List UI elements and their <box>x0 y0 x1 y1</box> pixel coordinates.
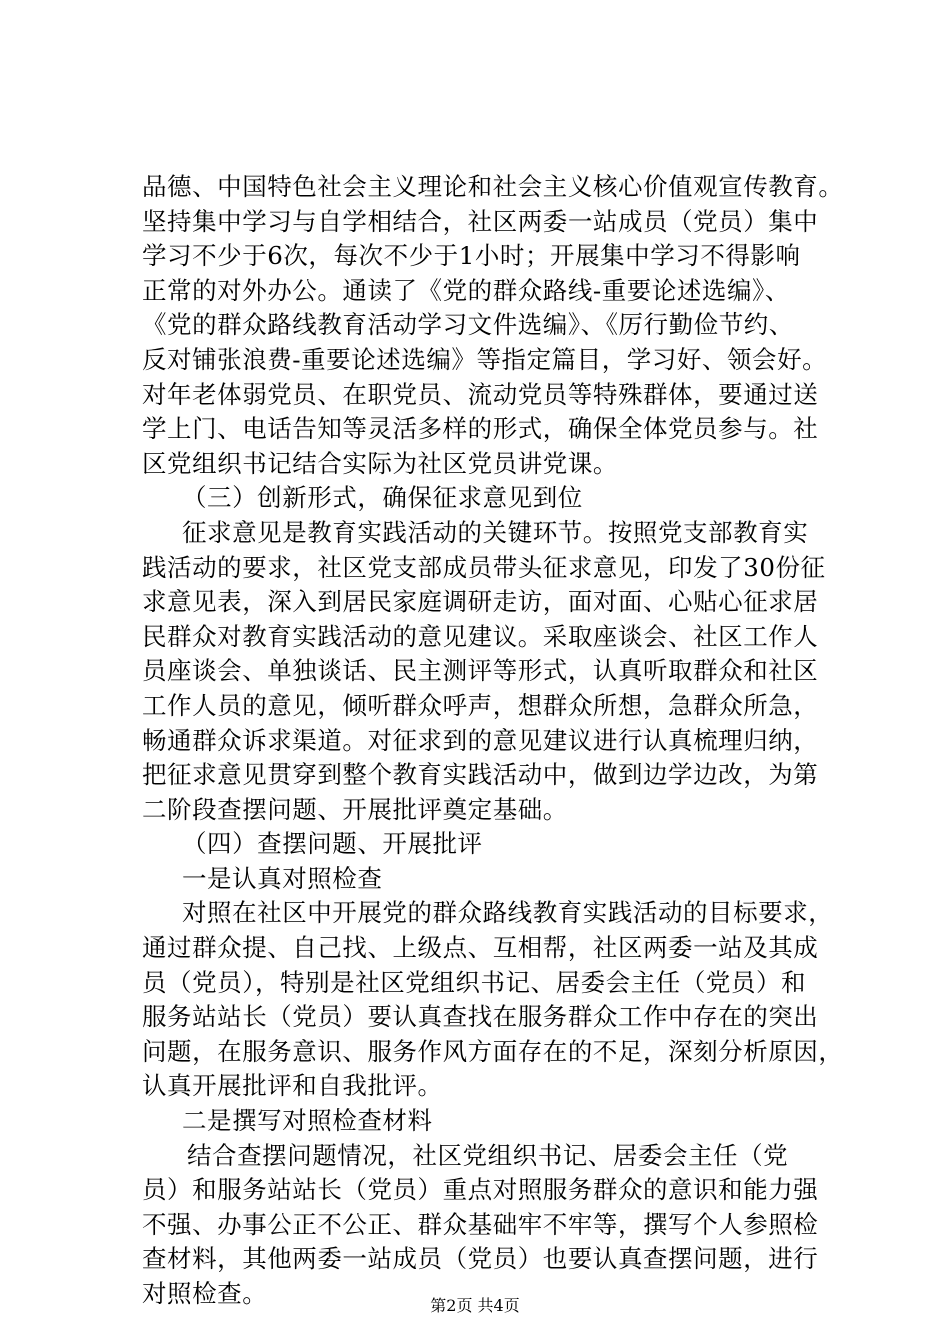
text-line: 问题，在服务意识、服务作风方面存在的不足，深刻分析原因， <box>142 1036 844 1066</box>
text-line: 民群众对教育实践活动的意见建议。采取座谈会、社区工作人 <box>142 621 819 651</box>
document-body <box>142 170 844 1312</box>
text-line: 员）和服务站站长（党员）重点对照服务群众的意识和能力强 <box>142 1175 819 1205</box>
text-line: 员（党员），特别是社区党组织书记、居委会主任（党员）和 <box>142 967 807 997</box>
text-line: 对照检查。 <box>142 1279 268 1308</box>
text-line: 不强、办事公正不公正、群众基础牢不牢等，撰写个人参照检 <box>142 1209 819 1239</box>
text-line: 通过群众提、自己找、上级点、互相帮，社区两委一站及其成 <box>142 933 819 963</box>
text-line: 区党组织书记结合实际为社区党员讲党课。 <box>142 448 618 478</box>
text-line: 践活动的要求，社区党支部成员带头征求意见，印发了30份征 <box>142 552 826 582</box>
page-number-footer: 第2页 共4页 <box>430 1296 520 1315</box>
section-heading: （三）创新形式，确保征求意见到位 <box>182 483 583 513</box>
text-line: 学上门、电话告知等灵活多样的形式，确保全体党员参与。社 <box>142 414 819 444</box>
text-line: 求意见表，深入到居民家庭调研走访，面对面、心贴心征求居 <box>142 587 819 617</box>
text-line: 查材料，其他两委一站成员（党员）也要认真查摆问题，进行 <box>142 1244 819 1274</box>
text-line: 二阶段查摆问题、开展批评奠定基础。 <box>142 794 568 824</box>
text-line: 品德、中国特色社会主义理论和社会主义核心价值观宣传教育。 <box>142 172 844 201</box>
text-line: 对年老体弱党员、在职党员、流动党员等特殊群体，要通过送 <box>142 379 819 409</box>
text-line: 学习不少于6次，每次不少于1小时；开展集中学习不得影响 <box>142 241 801 271</box>
text-line: 服务站站长（党员）要认真查找在服务群众工作中存在的突出 <box>142 1002 819 1032</box>
text-line: 正常的对外办公。通读了《党的群众路线-重要论述选编》、 <box>142 275 790 305</box>
subsection-heading: 一是认真对照检查 <box>182 863 383 893</box>
subsection-heading: 二是撰写对照检查材料 <box>182 1106 433 1136</box>
text-line: 员座谈会、单独谈话、民主测评等形式，认真听取群众和社区 <box>142 656 819 686</box>
text-line: 坚持集中学习与自学相结合，社区两委一站成员（党员）集中 <box>142 206 819 236</box>
paragraph-first-line: 对照在社区中开展党的群众路线教育实践活动的目标要求， <box>182 898 834 928</box>
text-line: 认真开展批评和自我批评。 <box>142 1071 443 1101</box>
text-line: 把征求意见贯穿到整个教育实践活动中，做到边学边改，为第 <box>142 760 819 790</box>
text-line: 反对铺张浪费-重要论述选编》等指定篇目，学习好、领会好。 <box>142 344 828 374</box>
text-line: 《党的群众路线教育活动学习文件选编》、《厉行勤俭节约、 <box>142 310 794 340</box>
text-line: 工作人员的意见，倾听群众呼声，想群众所想，急群众所急， <box>142 690 819 720</box>
paragraph-first-line: 结合查摆问题情况，社区党组织书记、居委会主任（党 <box>187 1140 789 1170</box>
text-line: 畅通群众诉求渠道。对征求到的意见建议进行认真梳理归纳， <box>142 725 819 755</box>
section-heading: （四）查摆问题、开展批评 <box>182 829 483 859</box>
paragraph-first-line: 征求意见是教育实践活动的关键环节。按照党支部教育实 <box>182 517 809 547</box>
